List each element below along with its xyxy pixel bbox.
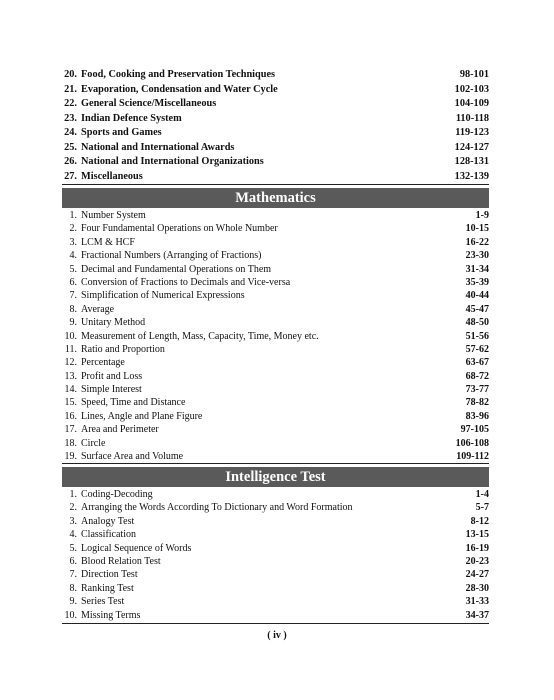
entry-number: 2. (69, 502, 77, 514)
entry-title: Fractional Numbers (Arranging of Fractions) (81, 250, 262, 262)
entry-title: Unitary Method (81, 317, 146, 329)
toc-entry (62, 423, 489, 436)
toc-entry (62, 222, 489, 235)
toc-entry (62, 330, 489, 343)
entry-title: Miscellaneous (81, 170, 143, 182)
entry-pages: 124-127 (454, 141, 489, 153)
entry-pages: 40-44 (465, 290, 489, 302)
entry-number: 1. (69, 210, 77, 221)
toc-entry (62, 410, 489, 423)
toc-entry (62, 276, 489, 289)
toc-entry (62, 542, 489, 555)
entry-number: 21. (64, 83, 77, 95)
entry-number: 10. (64, 330, 77, 342)
entry-pages: 24-27 (465, 569, 489, 581)
entry-pages: 16-19 (465, 542, 489, 554)
section-divider (62, 184, 489, 185)
entry-title: Speed, Time and Distance (81, 397, 186, 409)
entry-title: Conversion of Fractions to Decimals and Vice-versa (81, 276, 291, 288)
entry-title: Percentage (81, 357, 125, 369)
entry-pages: 51-56 (465, 330, 489, 342)
toc-entry (62, 528, 489, 541)
intelligence-test-list (62, 488, 489, 622)
entry-number: 6. (69, 276, 77, 288)
intelligence-test-heading: Intelligence Test (62, 467, 489, 487)
entry-pages: 109-112 (456, 451, 489, 463)
entry-number: 3. (69, 236, 77, 248)
toc-entry (62, 236, 489, 249)
entry-pages: 83-96 (465, 410, 489, 422)
entry-pages: 28-30 (465, 582, 489, 594)
toc-entry (62, 289, 489, 302)
toc-entry (62, 370, 489, 383)
entry-title: Lines, Angle and Plane Figure (81, 410, 203, 422)
entry-pages: 104-109 (454, 98, 489, 109)
entry-pages: 128-131 (454, 156, 489, 167)
entry-number: 8. (69, 303, 77, 315)
toc-entry (62, 488, 489, 501)
toc-entry (62, 170, 489, 185)
entry-number: 16. (64, 410, 77, 422)
entry-number: 25. (64, 141, 77, 153)
entry-number: 8. (69, 582, 77, 594)
entry-pages: 57-62 (465, 343, 489, 355)
toc-entry (62, 343, 489, 356)
entry-pages: 31-33 (465, 596, 489, 608)
toc-entry (62, 316, 489, 329)
page-number: ( iv ) (267, 630, 287, 641)
entry-title: Direction Test (81, 569, 138, 581)
entry-title: Arranging the Words According To Dictionary and Word Formation (81, 502, 353, 514)
toc-entry (62, 450, 489, 463)
entry-number: 15. (64, 397, 77, 409)
toc-entry (62, 112, 489, 127)
entry-title: Decimal and Fundamental Operations on Them (81, 263, 272, 275)
general-section-list (62, 68, 489, 184)
entry-title: Ratio and Proportion (81, 343, 165, 355)
entry-title: Analogy Test (81, 515, 135, 527)
toc-entry (62, 501, 489, 514)
toc-entry (62, 126, 489, 141)
entry-title: Logical Sequence of Words (81, 542, 192, 554)
entry-number: 3. (69, 515, 77, 527)
entry-pages: 13-15 (465, 529, 489, 541)
entry-number: 17. (64, 424, 77, 436)
entry-number: 24. (64, 127, 77, 138)
entry-number: 23. (64, 112, 77, 124)
entry-pages: 102-103 (454, 83, 489, 95)
entry-pages: 98-101 (459, 69, 489, 80)
entry-pages: 16-22 (465, 236, 489, 248)
entry-number: 10. (64, 609, 77, 621)
entry-title: Missing Terms (81, 609, 141, 621)
entry-number: 18. (64, 437, 77, 449)
entry-number: 7. (69, 290, 77, 302)
toc-entry (62, 249, 489, 262)
entry-pages: 97-105 (460, 424, 489, 436)
mathematics-list (62, 209, 489, 463)
toc-entry (62, 582, 489, 595)
toc-entry (62, 209, 489, 222)
entry-title: National and International Awards (81, 141, 235, 153)
entry-title: LCM & HCF (81, 236, 135, 248)
entry-title: Series Test (81, 596, 125, 608)
entry-number: 1. (69, 489, 77, 500)
section-divider (62, 623, 489, 624)
entry-title: Surface Area and Volume (81, 451, 184, 463)
entry-title: Simplification of Numerical Expressions (81, 290, 245, 302)
entry-number: 14. (64, 384, 77, 396)
entry-pages: 20-23 (465, 555, 489, 567)
entry-title: Blood Relation Test (81, 555, 161, 567)
toc-entry (62, 141, 489, 156)
toc-entry (62, 97, 489, 112)
entry-title: Classification (81, 529, 136, 541)
entry-title: Evaporation, Condensation and Water Cycle (81, 83, 278, 95)
entry-number: 12. (64, 357, 77, 369)
entry-pages: 106-108 (455, 437, 489, 449)
entry-title: Coding-Decoding (81, 489, 153, 500)
toc-entry (62, 437, 489, 450)
entry-pages: 68-72 (465, 370, 489, 382)
entry-number: 5. (69, 263, 77, 275)
entry-title: Sports and Games (81, 127, 162, 138)
entry-title: Circle (81, 437, 106, 449)
entry-pages: 132-139 (454, 170, 489, 182)
entry-pages: 34-37 (465, 609, 489, 621)
toc-entry (62, 263, 489, 276)
section-divider (62, 463, 489, 464)
entry-number: 4. (69, 250, 77, 262)
entry-pages: 5-7 (475, 502, 489, 514)
entry-number: 9. (69, 596, 77, 608)
entry-pages: 73-77 (465, 384, 489, 396)
entry-title: Measurement of Length, Mass, Capacity, Time, Money etc. (81, 330, 319, 342)
toc-entry (62, 555, 489, 568)
entry-pages: 48-50 (465, 317, 489, 329)
toc-entry (62, 83, 489, 98)
entry-number: 2. (69, 223, 77, 235)
entry-title: National and International Organizations (81, 156, 264, 167)
toc-entry (62, 383, 489, 396)
entry-pages: 23-30 (465, 250, 489, 262)
entry-number: 6. (69, 555, 77, 567)
entry-title: Profit and Loss (81, 370, 143, 382)
entry-title: Simple Interest (81, 384, 142, 396)
toc-entry (62, 568, 489, 581)
entry-pages: 8-12 (470, 515, 489, 527)
entry-number: 7. (69, 569, 77, 581)
entry-number: 4. (69, 529, 77, 541)
entry-number: 11. (64, 343, 77, 355)
toc-entry (62, 595, 489, 608)
entry-pages: 10-15 (465, 223, 489, 235)
entry-number: 22. (64, 98, 77, 109)
entry-number: 19. (64, 451, 77, 463)
toc-entry (62, 68, 489, 83)
toc-entry (62, 396, 489, 409)
entry-number: 13. (64, 370, 77, 382)
entry-title: Four Fundamental Operations on Whole Number (81, 223, 278, 235)
entry-number: 9. (69, 317, 77, 329)
entry-title: Indian Defence System (81, 112, 182, 124)
entry-pages: 110-118 (455, 112, 489, 124)
entry-number: 5. (69, 542, 77, 554)
entry-pages: 1-4 (475, 489, 489, 500)
entry-pages: 1-9 (475, 210, 489, 221)
entry-pages: 119-123 (455, 127, 489, 138)
entry-number: 26. (64, 156, 77, 167)
toc-entry (62, 155, 489, 170)
entry-title: Area and Perimeter (81, 424, 159, 436)
entry-pages: 63-67 (465, 357, 489, 369)
toc-entry (62, 609, 489, 622)
entry-title: Food, Cooking and Preservation Techniques (81, 69, 276, 80)
entry-pages: 78-82 (465, 397, 489, 409)
mathematics-heading: Mathematics (62, 188, 489, 208)
entry-title: Number System (81, 210, 146, 221)
toc-entry (62, 356, 489, 369)
entry-pages: 45-47 (465, 303, 489, 315)
entry-pages: 31-34 (465, 263, 489, 275)
entry-title: Average (81, 303, 115, 315)
toc-entry (62, 515, 489, 528)
entry-number: 27. (64, 170, 77, 182)
entry-title: Ranking Test (81, 582, 134, 594)
entry-title: General Science/Miscellaneous (81, 98, 217, 109)
entry-number: 20. (64, 69, 77, 80)
toc-entry (62, 303, 489, 316)
entry-pages: 35-39 (465, 276, 489, 288)
